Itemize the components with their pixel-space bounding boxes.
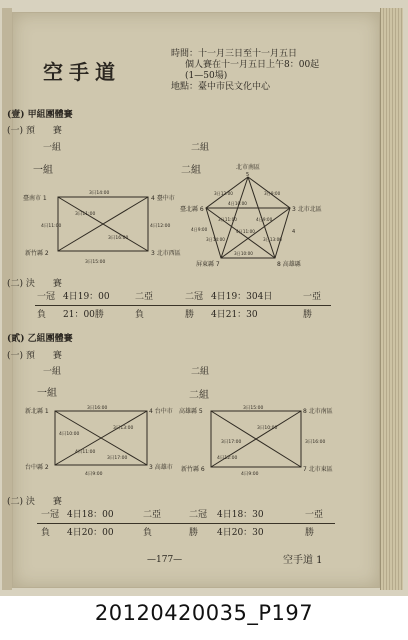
match-time: 3日13:00 — [113, 426, 134, 431]
section1-group1-label: 一組 — [43, 143, 62, 153]
running-title: 空手道 1 — [283, 555, 323, 566]
match-time: 3日11:00 — [218, 217, 237, 222]
team-node: 8 高雄縣 — [277, 261, 301, 268]
section2-group2-diagram — [181, 403, 347, 481]
final-cell: 一冠 — [41, 510, 60, 520]
match-time: 3日14:00 — [206, 237, 225, 242]
final-cell: 4日19：00 — [63, 292, 110, 302]
section2-heading: (貳) 乙組團體賽 — [7, 334, 73, 344]
team-node: 8 北市南區 — [303, 408, 333, 415]
match-time: 3日10:00 — [257, 426, 278, 431]
match-time: 3日17:00 — [221, 440, 242, 445]
team-node: 3 北市北區 — [292, 206, 322, 213]
final-cell: 4日20：00 — [67, 528, 114, 538]
final-cell: 一亞 — [305, 510, 324, 520]
time-info-line3: (1—50場) — [185, 71, 228, 81]
match-time: 4日9:00 — [241, 472, 259, 477]
final-cell: 4日20：30 — [217, 528, 264, 538]
section2-prelim-label: (一) 預 賽 — [7, 351, 62, 361]
match-time: 3日12:00 — [214, 191, 233, 196]
team-node: 屏東縣 7 — [196, 261, 220, 268]
match-time: 3日16:00 — [87, 406, 108, 411]
page-title: 空手道 — [43, 60, 121, 84]
team-node: 7 北市東區 — [303, 466, 333, 473]
match-time: 3日15:00 — [85, 260, 106, 265]
match-time: 4日10:00 — [228, 201, 247, 206]
bracket-line — [35, 305, 331, 306]
final-cell: 一冠 — [37, 292, 56, 302]
final-cell: 負 — [143, 528, 153, 538]
match-time: 3日16:00 — [305, 440, 326, 445]
team-node: 新北縣 1 — [25, 408, 49, 415]
match-time: 4日9:00 — [85, 472, 103, 477]
final-cell: 勝 — [185, 310, 195, 320]
match-time: 4日12:00 — [217, 456, 238, 461]
team-node: 台中縣 2 — [25, 464, 49, 471]
final-cell: 負 — [41, 528, 51, 538]
venue-info: 地點：臺中市民文化中心 — [171, 82, 271, 92]
section2-group2-sub: 二組 — [189, 390, 209, 401]
final-cell: 負 — [37, 310, 47, 320]
section1-prelim-label: (一) 預 賽 — [7, 126, 62, 136]
final-cell: 二冠 — [189, 510, 208, 520]
section1-group2-diagram — [180, 163, 348, 273]
final-cell: 負 — [135, 310, 145, 320]
section1-heading: (壹) 甲組團體賽 — [7, 110, 73, 120]
match-time: 3日13:00 — [263, 237, 282, 242]
match-time: 3日17:00 — [107, 456, 128, 461]
team-node: 高雄縣 5 — [179, 408, 203, 415]
match-time: 4日11:00 — [41, 224, 62, 229]
team-node: 4 — [292, 229, 296, 235]
image-caption: 20120420035_P197 — [94, 601, 314, 625]
final-cell: 二亞 — [143, 510, 162, 520]
match-time: 3日16:00 — [108, 236, 129, 241]
match-time: 3日9:00 — [264, 191, 281, 196]
section2-group1-sub: 一組 — [37, 388, 57, 399]
match-time: 3日14:00 — [89, 191, 110, 196]
team-node: 新竹縣 6 — [181, 466, 205, 473]
bracket-line — [37, 523, 335, 524]
section1-group2-sub: 二組 — [181, 165, 201, 176]
section1-final-label: (二) 決 賽 — [7, 279, 62, 289]
section1-group1-sub: 一組 — [33, 165, 53, 176]
final-cell: 4日21：30 — [211, 310, 258, 320]
team-node: 臺北縣 6 — [180, 206, 204, 213]
final-cell: 4日18：00 — [67, 510, 114, 520]
section1-group1-diagram — [23, 183, 181, 273]
final-cell: 4日18：30 — [217, 510, 264, 520]
match-time: 4日10:00 — [59, 432, 80, 437]
team-node: 4 臺中市 — [151, 195, 175, 202]
team-node: 5 — [246, 172, 250, 178]
team-node: 3 高雄市 — [149, 464, 173, 471]
match-time: 4日11:00 — [236, 229, 255, 234]
match-time: 3日15:00 — [243, 406, 264, 411]
match-time: 4日12:00 — [150, 224, 171, 229]
time-info: 時間：十一月三日至十一月五日 — [171, 49, 298, 59]
match-time: 4日11:00 — [75, 450, 96, 455]
team-node: 新竹縣 2 — [25, 250, 49, 257]
final-cell: 勝 — [305, 528, 315, 538]
match-time: 4日9:00 — [191, 227, 208, 232]
match-time: 3日10:00 — [234, 251, 253, 256]
final-cell: 一亞 — [303, 292, 322, 302]
section2-group1-diagram — [23, 403, 173, 481]
final-cell: 二亞 — [135, 292, 154, 302]
final-cell: 21：00勝 — [63, 310, 104, 320]
document-page — [7, 12, 380, 588]
final-cell: 4日19：304日 — [211, 292, 273, 302]
match-time: 3日11:00 — [75, 212, 96, 217]
section2-group2-label: 二組 — [191, 367, 210, 377]
section2-group1-label: 一組 — [43, 367, 62, 377]
final-cell: 二冠 — [185, 292, 204, 302]
team-node: 北市南區 — [236, 164, 261, 171]
page-edges — [380, 8, 403, 590]
team-node: 4 台中市 — [149, 408, 173, 415]
team-node: 3 北市西區 — [151, 250, 181, 257]
time-info-line2: 個人賽在十一月五日上午8：00起 — [185, 60, 320, 70]
final-cell: 勝 — [303, 310, 313, 320]
page-number: —177— — [147, 555, 183, 565]
section1-group2-label: 二組 — [191, 143, 210, 153]
team-node: 臺南市 1 — [23, 195, 47, 202]
section2-final-label: (二) 決 賽 — [7, 497, 62, 507]
match-time: 4日9:00 — [256, 217, 273, 222]
final-cell: 勝 — [189, 528, 199, 538]
